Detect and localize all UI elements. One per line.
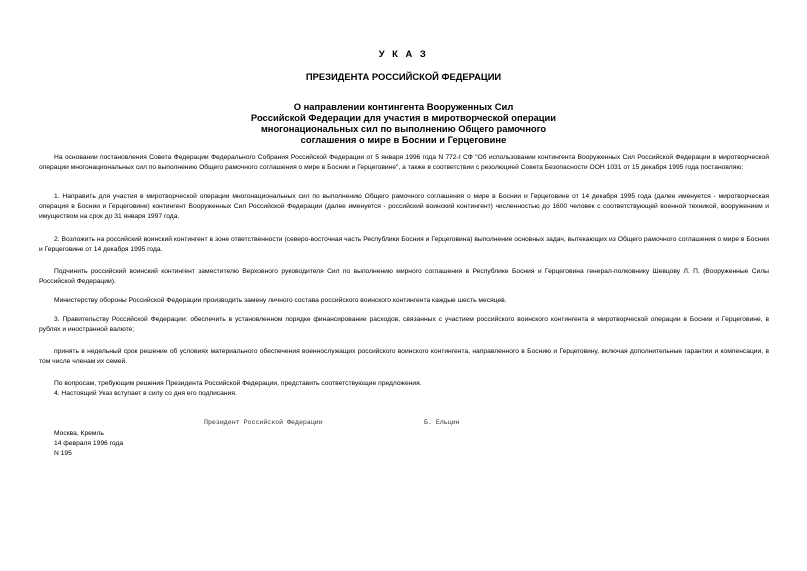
decree-subject xyxy=(0,101,807,145)
clause-1-paragraph: 1. Направить для участия в миротворческой операции многонациональных сил по выполнению Общего рамочного соглашения о мире в Боснии и Герцеговине от 14 декабря 1995 года (далее именуется - миротворческая операция в Боснии и Герцеговине) контингент Вооруженных Сил Российской Федерации (далее именуется - российский воинский контингент) численностью до 1600 человек с соответствующей военной техникой, вооружением и имуществом на срок до 31 января 1997 года. xyxy=(39,193,769,220)
subject-line: соглашения о мире в Боснии и Герцеговине xyxy=(300,134,507,145)
subject-line: О направлении контингента Вооруженных Сил xyxy=(293,101,514,112)
rotation-paragraph: Министерству обороны Российской Федерации производить замену личного состава российского воинского контингента каждые шесть месяцев. xyxy=(54,297,507,304)
preamble-paragraph: На основании постановления Совета Федерации Федерального Собрания Российской Федерации от 5 января 1996 года N 772-I СФ "Об использовании контингента Вооруженных Сил Российской Федерации в миротворческой операции многонациональных сил по выполнению Общего рамочного соглашения о мире в Боснии и Герцеговине", а также в соответствии с резолюцией Совета Безопасности ООН 1031 от 15 декабря 1995 года постановляю: xyxy=(39,154,769,171)
compensation-paragraph: принять в недельный срок решение об условиях материального обеспечения военнослужащих российского воинского контингента, направленного в Боснию и Герцеговину, включая дополнительные гарантии и компенсации, в том числе членам их семей. xyxy=(39,348,769,365)
subordination-paragraph: Подчинить российский воинский контингент заместителю Верховного руководителя Сил по выполнению мирного соглашения в Республике Босния и Герцеговина генерал-полковнику Шевцову Л. П. (Вооруженные Силы Российской Федерации). xyxy=(39,268,769,285)
clause-3-paragraph: 3. Правительству Российской Федерации: обеспечить в установленном порядке финансирование расходов, связанных с участием российского воинского контингента в миротворческой операции в Боснии и Герцеговине, в рублях и иностранной валюте; xyxy=(39,316,769,333)
signatory-position: Президент Российской Федерации xyxy=(204,419,323,426)
issuer-heading: ПРЕЗИДЕНТА РОССИЙСКОЙ ФЕДЕРАЦИИ xyxy=(305,71,502,82)
proposals-paragraph: По вопросам, требующим решения Президента Российской Федерации, представить соответствующие предложения. xyxy=(54,380,422,387)
clause-4-paragraph: 4. Настоящий Указ вступает в силу со дня его подписания. xyxy=(54,390,237,397)
subject-line: многонациональных сил по выполнению Общего рамочного xyxy=(260,123,547,134)
signing-place: Москва, Кремль xyxy=(54,430,104,437)
clause-2-paragraph: 2. Возложить на российский воинский контингент в зоне ответственности (северо-восточная часть Республики Босния и Герцеговина) выполнение основных задач, вытекающих из Общего рамочного соглашения о мире в Боснии и Герцеговине от 14 декабря 1995 года. xyxy=(39,236,769,253)
signing-date: 14 февраля 1996 года xyxy=(54,440,124,447)
decree-number: N 195 xyxy=(54,450,72,457)
document-title: У К А З xyxy=(378,48,429,59)
signatory-name: Б. Ельцин xyxy=(424,419,460,426)
subject-line: Российской Федерации для участия в миротворческой операции xyxy=(250,112,557,123)
